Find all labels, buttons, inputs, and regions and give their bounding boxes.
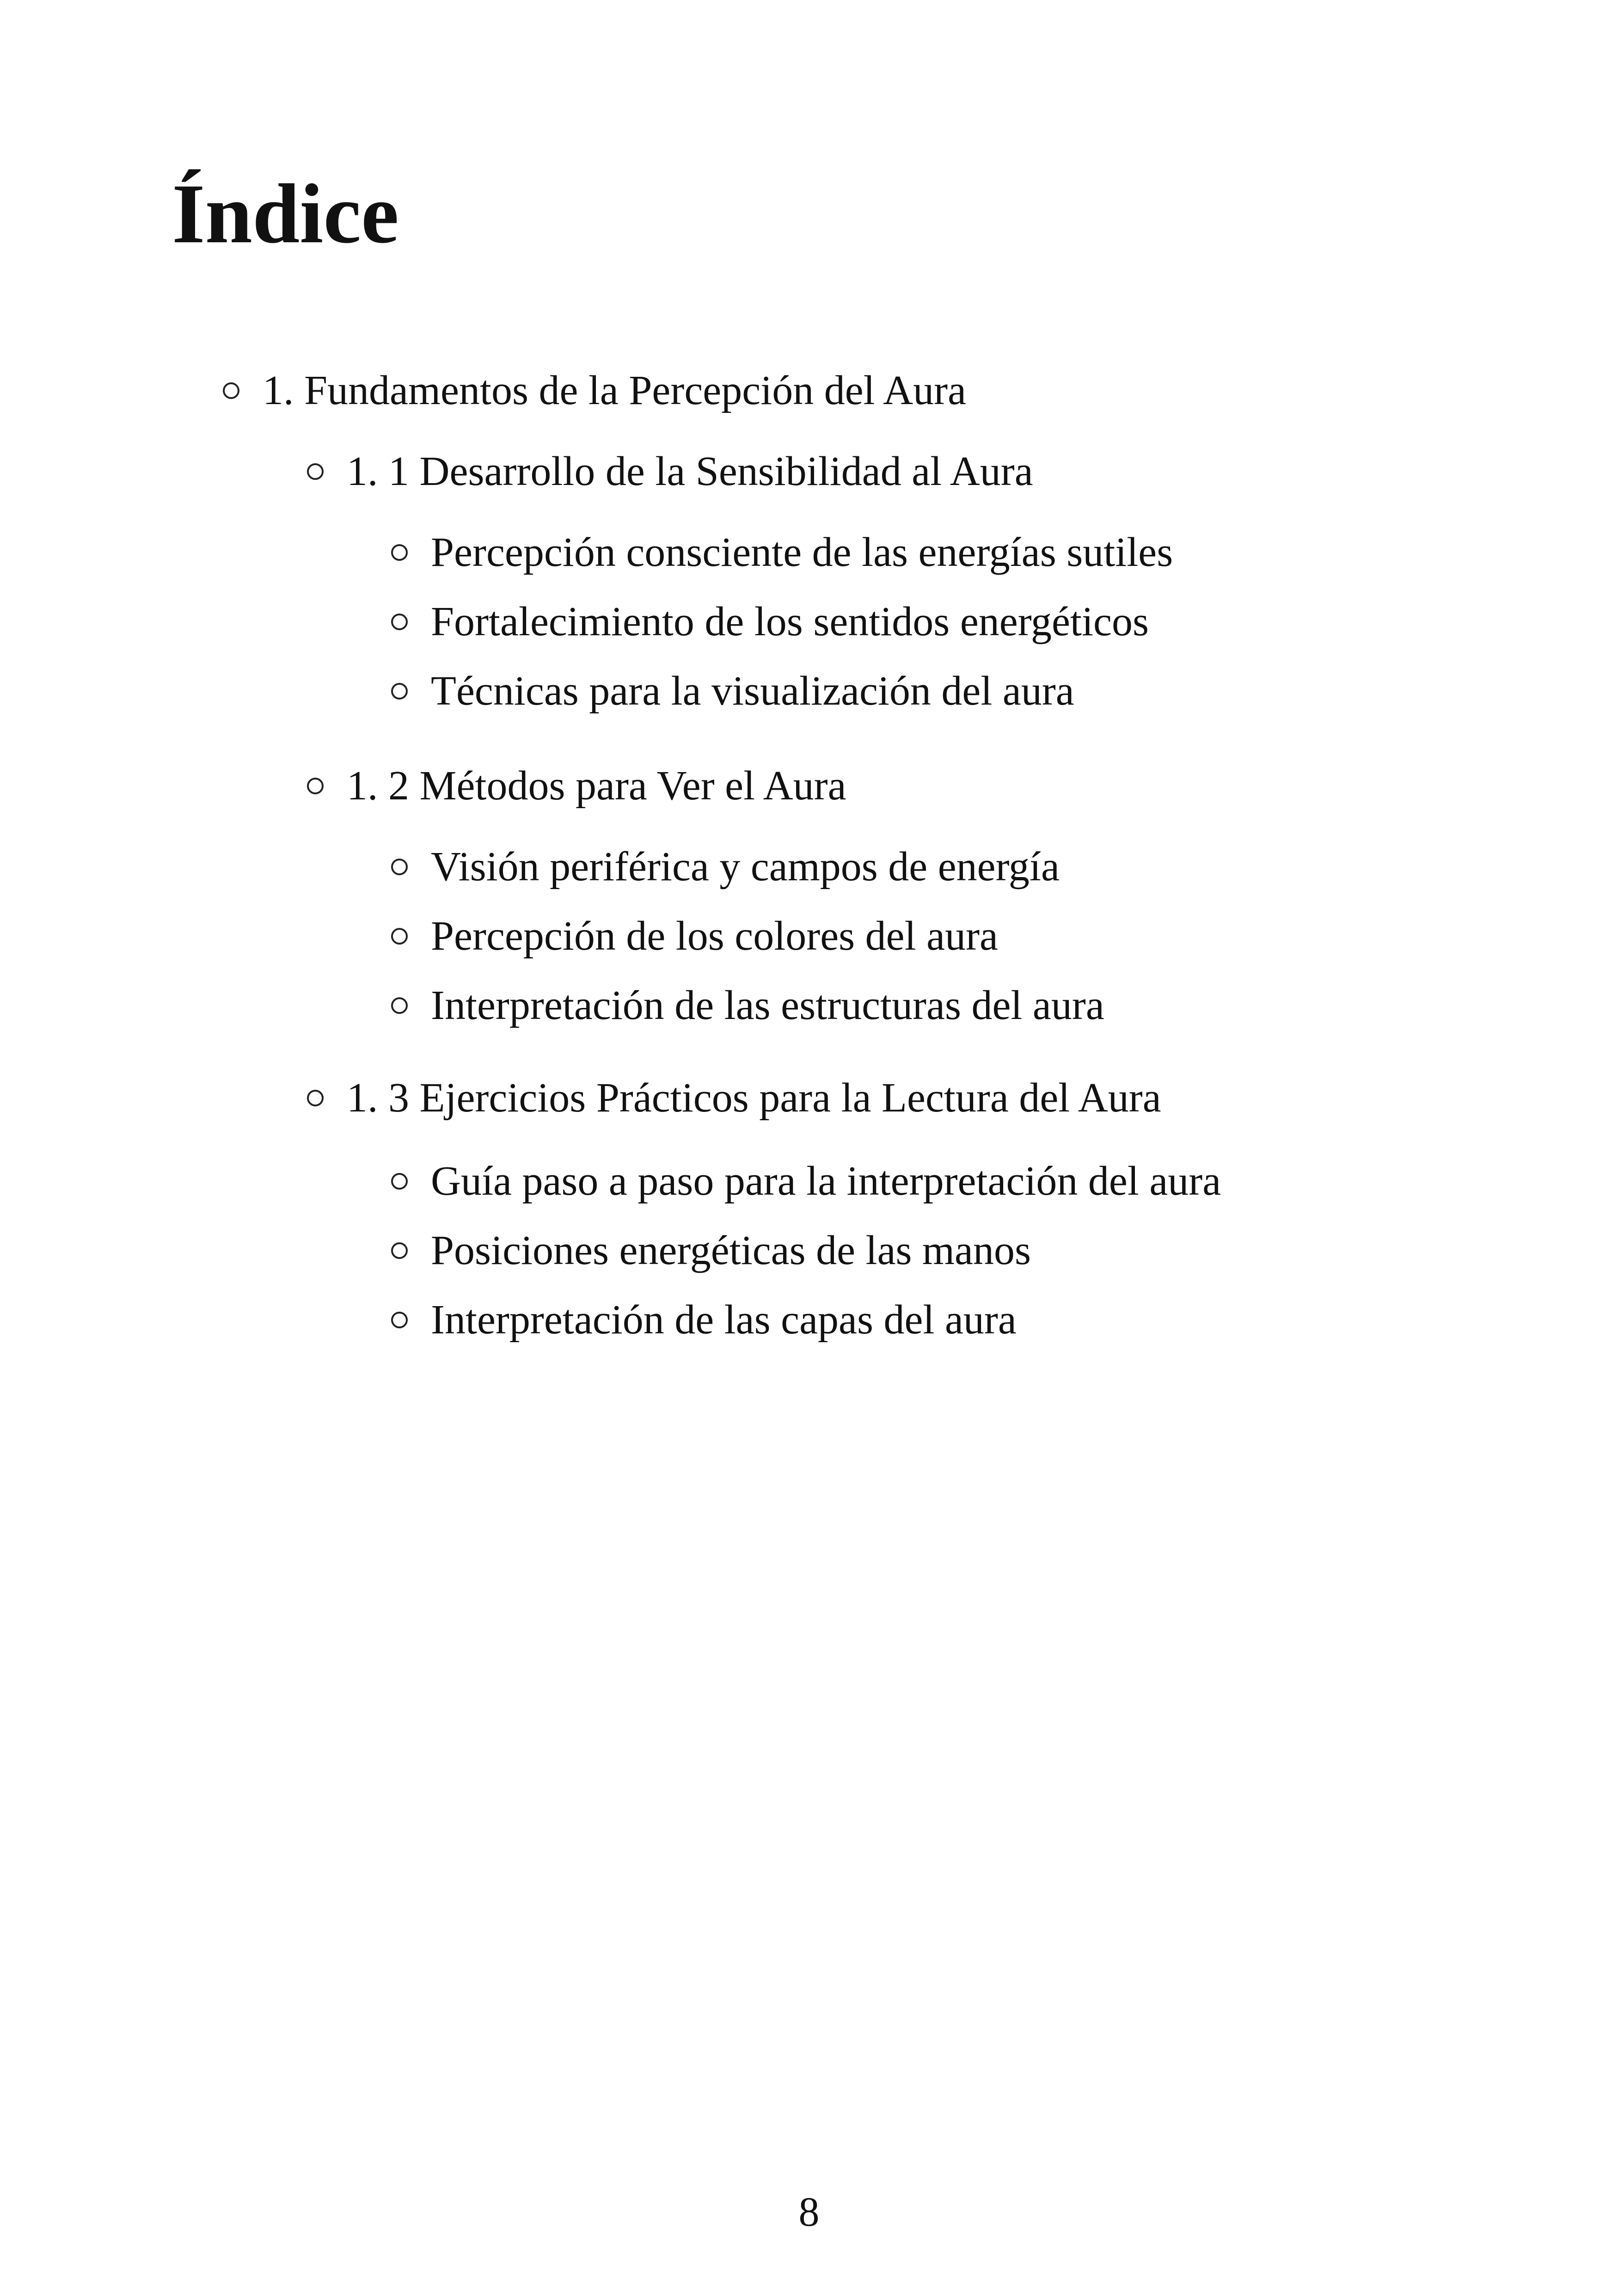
toc-subsection[interactable]: [391, 915, 998, 957]
toc-section-1-3[interactable]: [307, 1077, 1161, 1119]
hollow-circle-icon: [391, 928, 408, 945]
toc-subsection-label: Interpretación de las estructuras del aura: [431, 982, 1104, 1028]
toc-subsection-label: Posiciones energéticas de las manos: [431, 1228, 1031, 1273]
toc-subsection-label: Guía paso a paso para la interpretación del aura: [431, 1158, 1221, 1204]
toc-section-1-2[interactable]: [307, 765, 846, 807]
hollow-circle-icon: [391, 544, 408, 561]
page-number: 8: [798, 2189, 820, 2235]
toc-section-1-1[interactable]: [307, 448, 1033, 494]
toc-subsection-label: Percepción consciente de las energías sutiles: [431, 529, 1173, 575]
toc-subsection[interactable]: [391, 670, 1074, 712]
hollow-circle-icon: [391, 683, 408, 700]
hollow-circle-icon: [391, 997, 408, 1014]
toc-section-label: 1. 2 Métodos para Ver el Aura: [347, 763, 846, 809]
toc-section-label: 1. 3 Ejercicios Prácticos para la Lectura del Aura: [347, 1075, 1161, 1121]
hollow-circle-icon: [391, 1312, 408, 1328]
toc-subsection[interactable]: [391, 846, 1060, 888]
hollow-circle-icon: [307, 1090, 324, 1106]
toc-subsection-label: Fortalecimiento de los sentidos energéticos: [431, 599, 1149, 645]
hollow-circle-icon: [223, 382, 239, 399]
toc-subsection-label: Técnicas para la visualización del aura: [431, 668, 1074, 714]
hollow-circle-icon: [391, 614, 408, 630]
toc-chapter-1[interactable]: [223, 370, 966, 411]
toc-subsection[interactable]: [391, 1299, 1017, 1341]
hollow-circle-icon: [307, 463, 324, 480]
toc-subsection[interactable]: [391, 1230, 1031, 1271]
hollow-circle-icon: [391, 1173, 408, 1190]
toc-chapter-label: 1. Fundamentos de la Percepción del Aura: [263, 368, 967, 413]
page-title: Índice: [172, 166, 399, 261]
toc-subsection-label: Percepción de los colores del aura: [431, 913, 998, 959]
toc-subsection[interactable]: [391, 982, 1104, 1028]
hollow-circle-icon: [391, 859, 408, 875]
hollow-circle-icon: [307, 778, 324, 794]
hollow-circle-icon: [391, 1242, 408, 1259]
toc-subsection[interactable]: [391, 1160, 1221, 1202]
toc-subsection-label: Interpretación de las capas del aura: [431, 1297, 1017, 1343]
toc-subsection[interactable]: [391, 601, 1149, 643]
toc-subsection[interactable]: [391, 529, 1173, 575]
toc-subsection-label: Visión periférica y campos de energía: [431, 844, 1060, 890]
toc-section-label: 1. 1 Desarrollo de la Sensibilidad al Aura: [347, 448, 1033, 494]
